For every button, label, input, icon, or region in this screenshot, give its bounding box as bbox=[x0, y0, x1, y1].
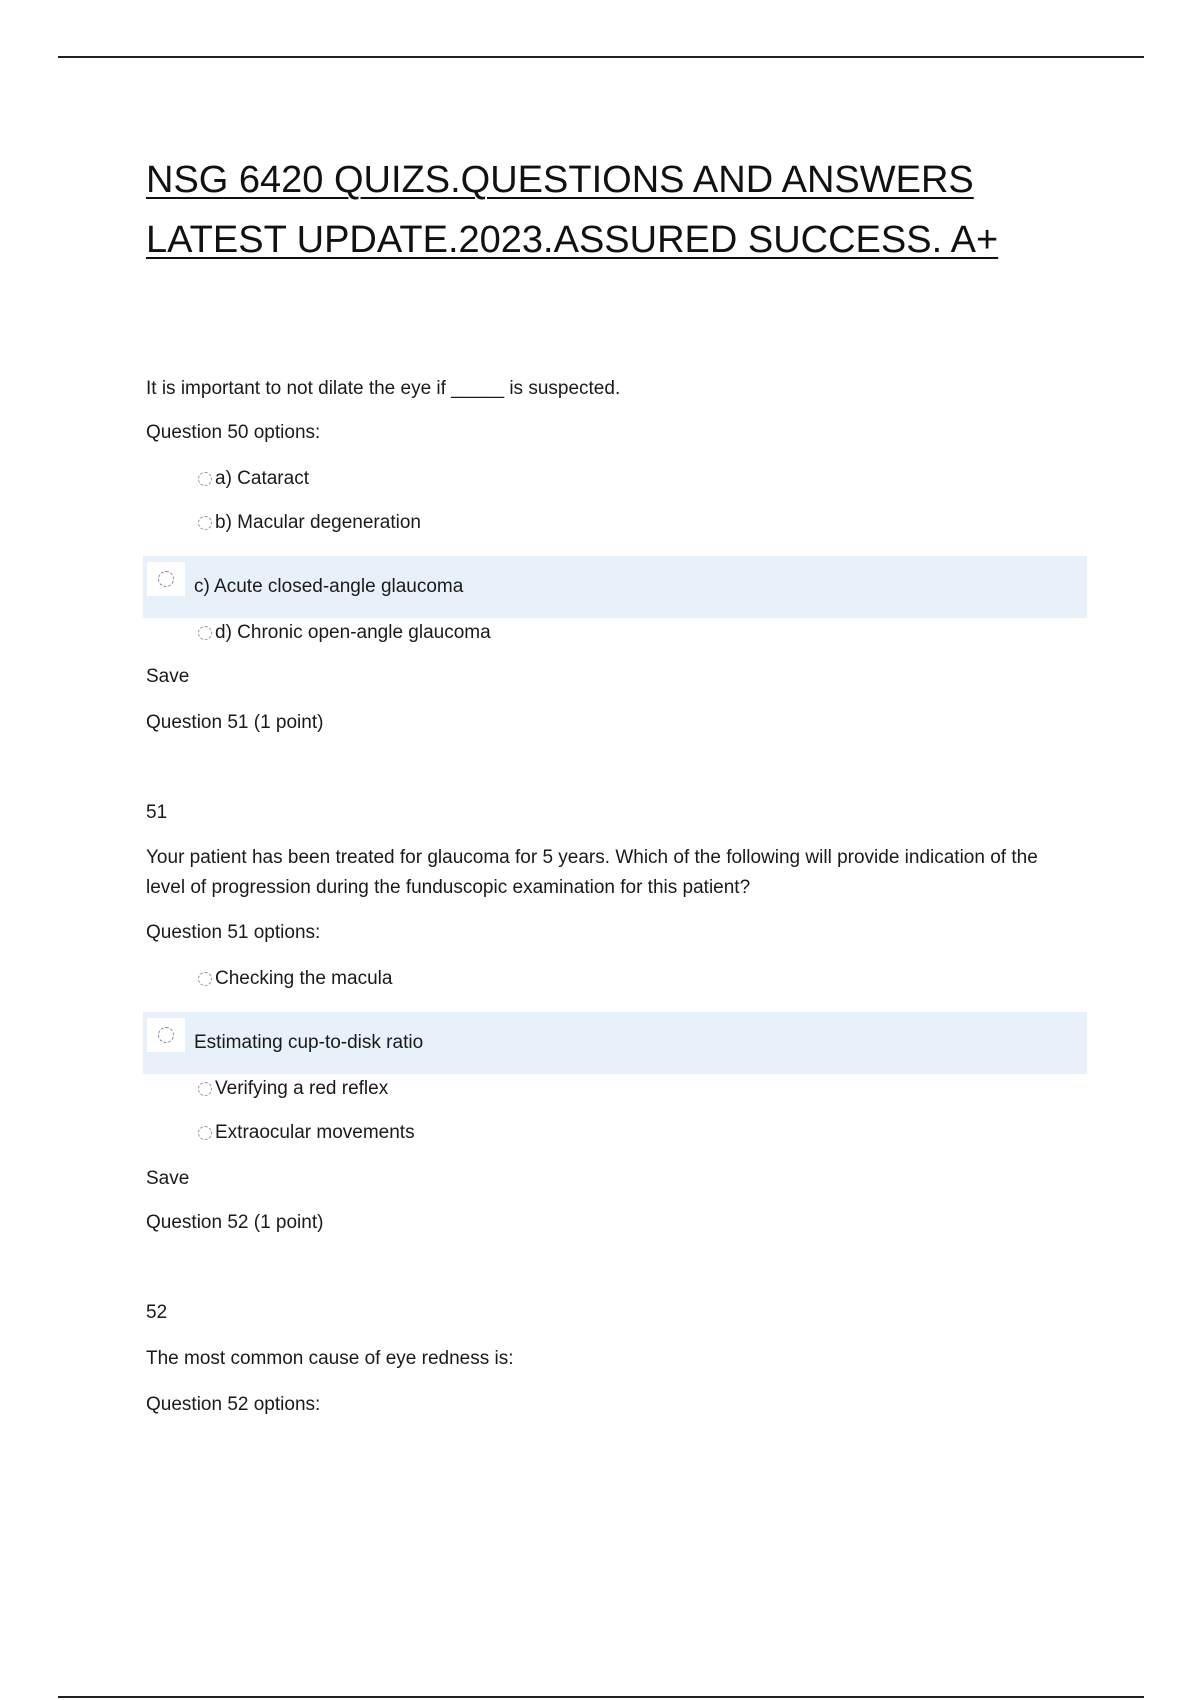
q50-option-d[interactable] bbox=[198, 618, 491, 648]
q50-option-b[interactable] bbox=[198, 508, 421, 538]
radio-icon[interactable] bbox=[198, 1082, 212, 1096]
q51-option-4-label: Extraocular movements bbox=[215, 1122, 415, 1143]
q50-option-d-label: d) Chronic open-angle glaucoma bbox=[215, 622, 491, 643]
title-line-2: LATEST UPDATE.2023.ASSURED SUCCESS. A+ bbox=[146, 219, 999, 261]
q51-options-label: Question 51 options: bbox=[146, 922, 321, 943]
q50-option-a[interactable] bbox=[198, 464, 309, 494]
q50-option-b-label: b) Macular degeneration bbox=[215, 512, 421, 533]
q50-options-label: Question 50 options: bbox=[146, 422, 321, 443]
q50-option-c-label: c) Acute closed-angle glaucoma bbox=[194, 576, 464, 597]
radio-icon[interactable] bbox=[198, 626, 212, 640]
radio-icon[interactable] bbox=[158, 1027, 174, 1043]
radio-box[interactable] bbox=[147, 1018, 185, 1052]
radio-icon[interactable] bbox=[158, 571, 174, 587]
q51-option-3-label: Verifying a red reflex bbox=[215, 1078, 389, 1099]
title-line-1: NSG 6420 QUIZS.QUESTIONS AND ANSWERS bbox=[146, 159, 974, 201]
q51-number: 51 bbox=[146, 802, 168, 823]
q50-save-button[interactable]: Save bbox=[146, 666, 190, 687]
radio-icon[interactable] bbox=[198, 972, 212, 986]
q51-option-1-label: Checking the macula bbox=[215, 968, 393, 989]
q52-prompt: The most common cause of eye redness is: bbox=[146, 1348, 514, 1369]
q51-header: Question 51 (1 point) bbox=[146, 712, 324, 733]
q51-option-1[interactable] bbox=[198, 964, 392, 994]
q51-option-2-label: Estimating cup-to-disk ratio bbox=[194, 1032, 424, 1053]
q52-options-label: Question 52 options: bbox=[146, 1394, 321, 1415]
q51-option-3[interactable] bbox=[198, 1074, 388, 1104]
q51-save-button[interactable]: Save bbox=[146, 1168, 190, 1189]
document-title bbox=[146, 150, 1046, 270]
top-rule bbox=[58, 56, 1144, 58]
q51-option-4[interactable] bbox=[198, 1118, 415, 1148]
q52-header: Question 52 (1 point) bbox=[146, 1212, 324, 1233]
bottom-rule bbox=[58, 1696, 1144, 1698]
q51-option-2-selected[interactable] bbox=[143, 1012, 1087, 1074]
q51-prompt: Your patient has been treated for glaucoma for 5 years. Which of the following will provide indication of the level of progression during the funduscopic examination for this patient? bbox=[146, 847, 1038, 898]
q52-number: 52 bbox=[146, 1302, 168, 1323]
radio-icon[interactable] bbox=[198, 472, 212, 486]
q50-prompt: It is important to not dilate the eye if _____ is suspected. bbox=[146, 378, 621, 399]
radio-box[interactable] bbox=[147, 562, 185, 596]
q50-option-c-selected[interactable] bbox=[143, 556, 1087, 618]
q50-option-a-label: a) Cataract bbox=[215, 468, 309, 489]
radio-icon[interactable] bbox=[198, 1126, 212, 1140]
radio-icon[interactable] bbox=[198, 516, 212, 530]
